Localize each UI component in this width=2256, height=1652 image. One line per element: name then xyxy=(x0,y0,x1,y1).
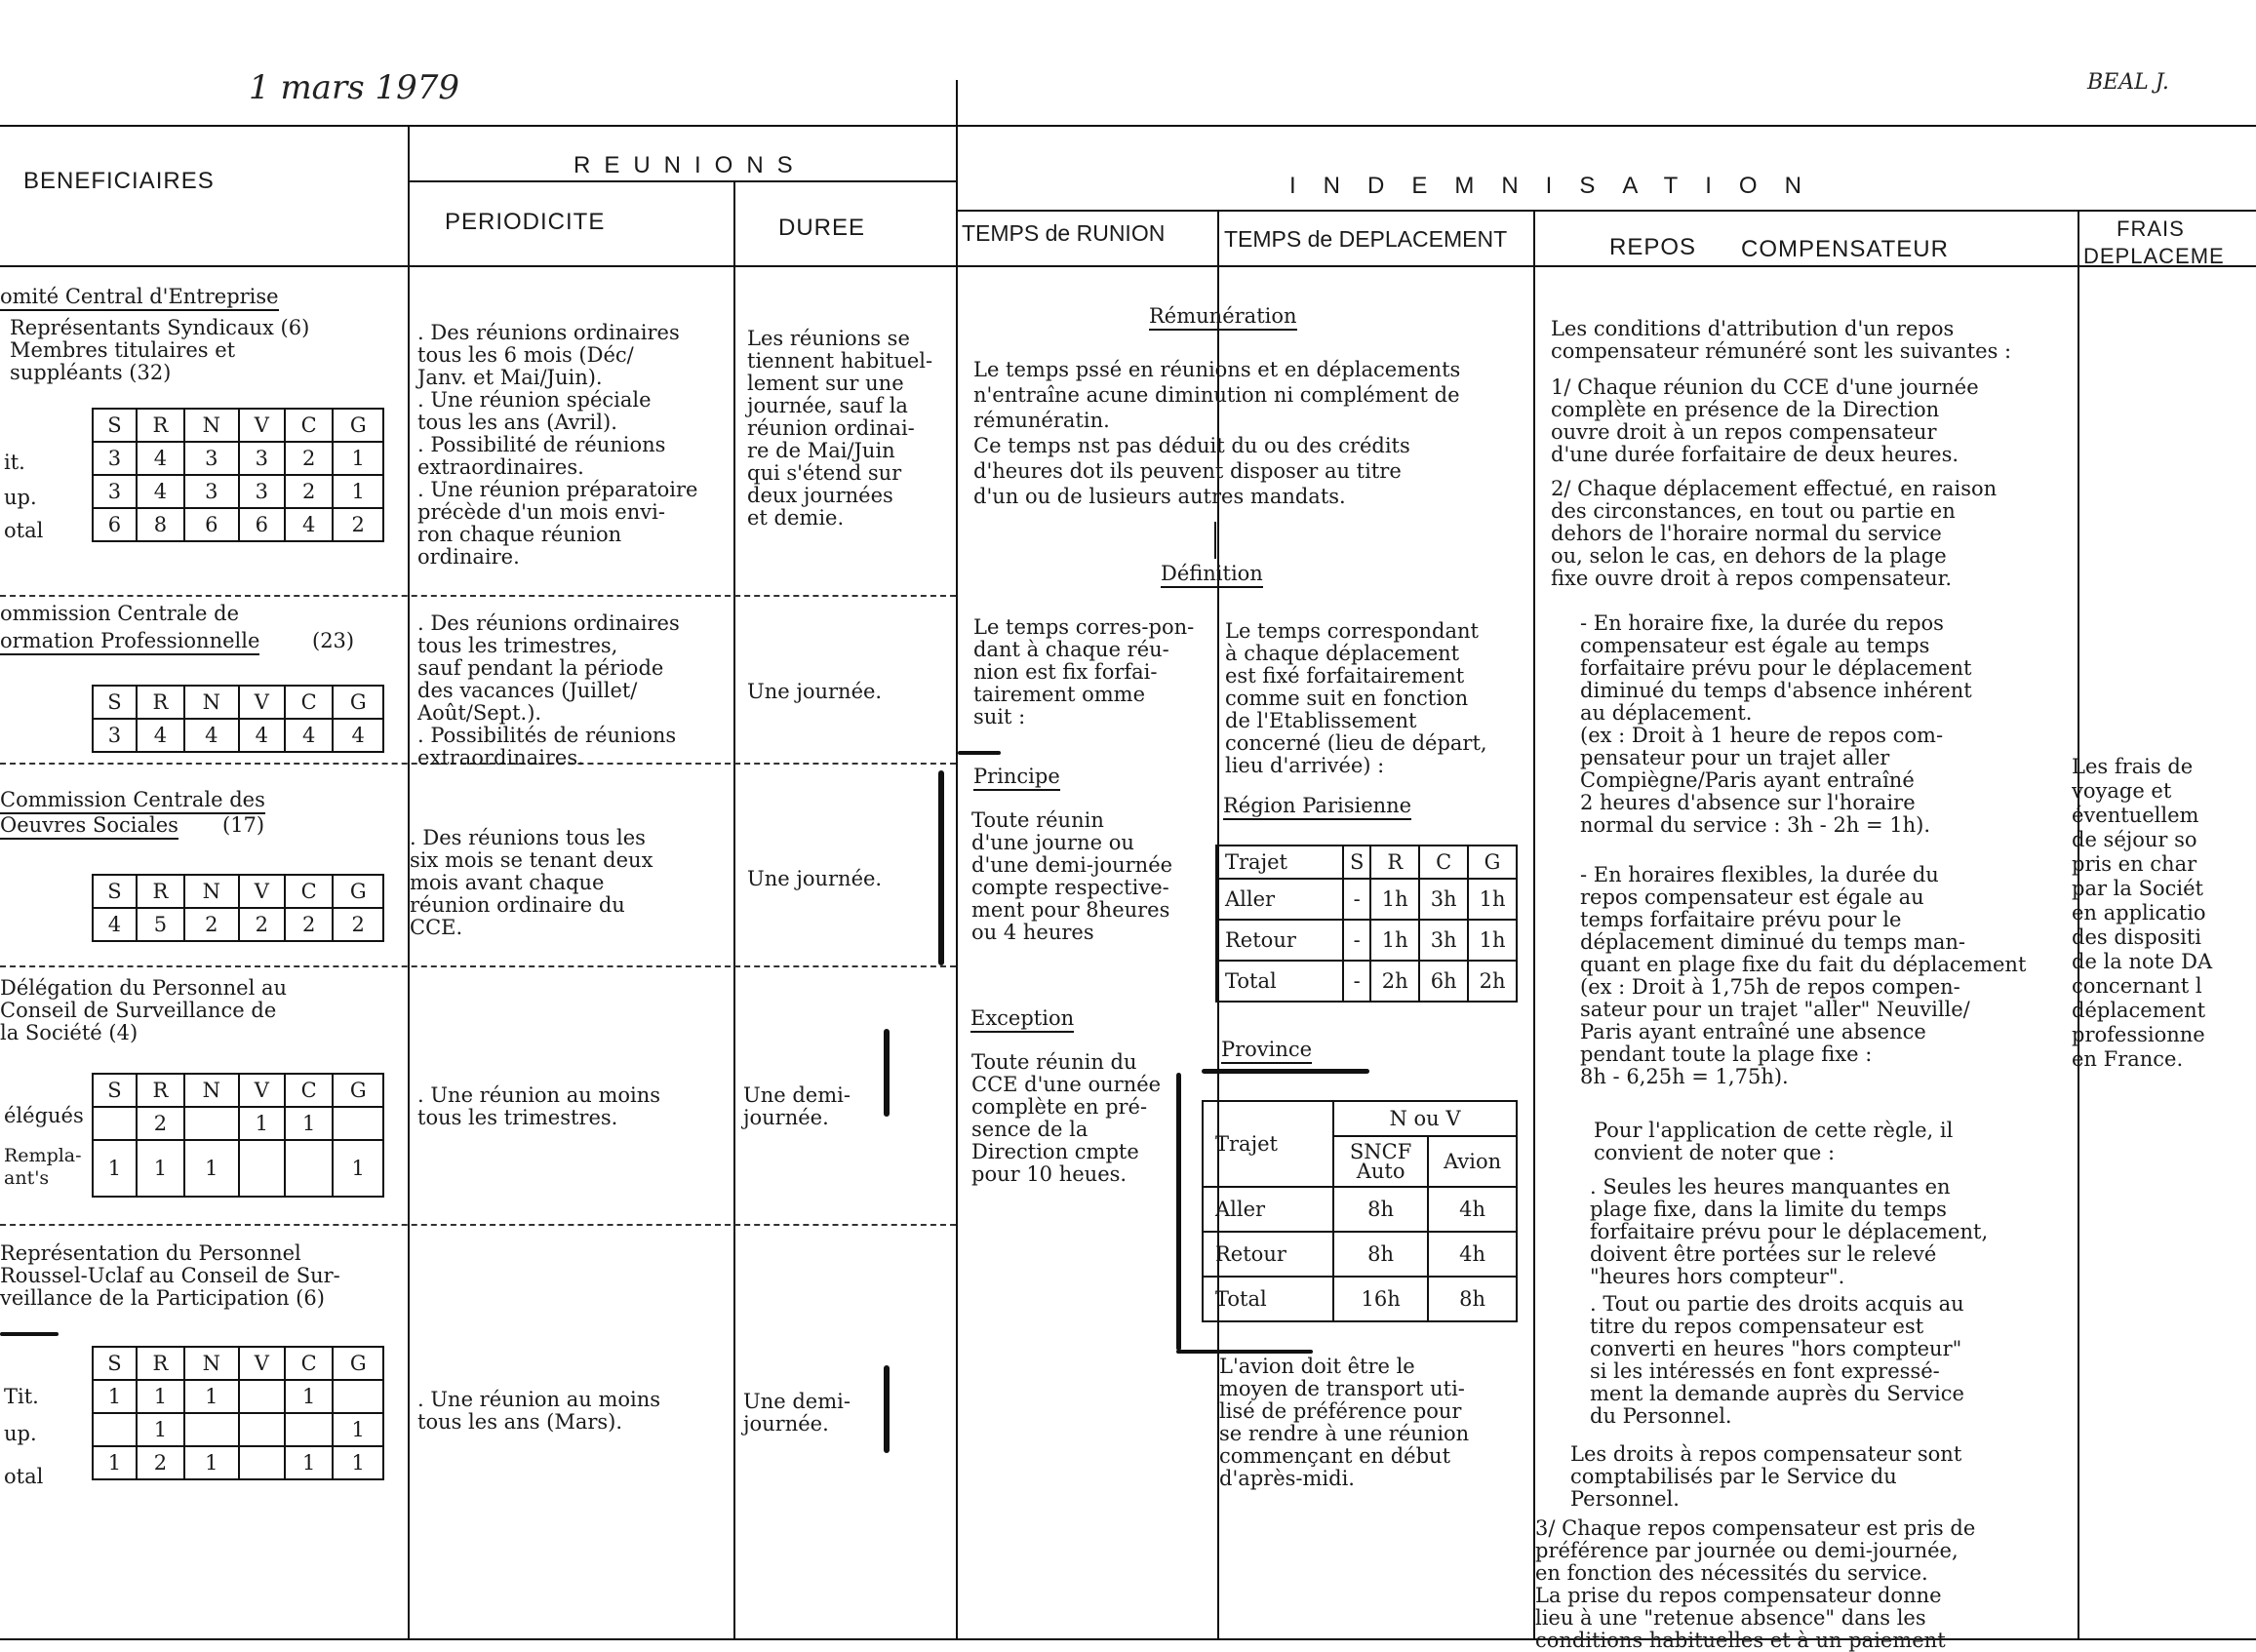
row-title-representation: Représentation du Personnel Roussel-Uclaf au Conseil de Sur- veillance de la Participation (6) xyxy=(0,1241,340,1310)
marker-stroke xyxy=(1202,1069,1369,1074)
header-rule xyxy=(956,210,2256,212)
header-reunions: REUNIONS xyxy=(574,152,807,178)
grid-cell: S xyxy=(93,409,137,442)
header-duree: DUREE xyxy=(778,215,866,241)
grid-cell: C xyxy=(285,686,334,719)
grid-cell: Retour xyxy=(1203,1232,1333,1277)
repos-horaires-flexibles: - En horaires flexibles, la durée du repos compensateur est égale au temps forfaitaire prévu pour le déplacement diminué du temps man- quant en plage fixe du fait du déplacement (ex : Droit à 1,75h de repos compen- sateur pour un trajet "aller" Neuville/ Paris ayant entraîné une absence pendant toute la plage fixe : 8h - 6,25h = 1,75h). xyxy=(1580,863,2027,1088)
grid-cell: 6h xyxy=(1419,961,1468,1002)
marker-stroke xyxy=(1176,1350,1313,1354)
members-grid xyxy=(92,1346,384,1480)
marker-stroke xyxy=(884,1029,890,1117)
grid-cell xyxy=(239,1140,285,1197)
row-label-sup: up. xyxy=(4,486,37,509)
grid-cell: 3 xyxy=(239,475,285,508)
exception-text: Toute réunin du CCE d'une ournée complète en pré- sence de la Direction cmpte pour 10 heues. xyxy=(971,1050,1162,1186)
grid-cell: G xyxy=(333,875,383,908)
grid-cell: C xyxy=(285,875,334,908)
grid-cell: S xyxy=(1343,846,1370,879)
row-label-total: otal xyxy=(4,519,44,542)
grid-cell: 1 xyxy=(184,1140,239,1197)
duree-cce: Les réunions se tiennent habituel- lement sur une journée, sauf la réunion ordinai- re de Mai/Juin qui s'étend sur deux journées et demie. xyxy=(747,327,933,530)
grid-cell: 1 xyxy=(93,1140,137,1197)
temps-reunion-def: Le temps corres-pon- dant à chaque réu- nion est fix forfai- tairement omme suit : xyxy=(973,615,1195,728)
repos-horaire-fixe: - En horaire fixe, la durée du repos compensateur est égale au temps forfaitaire prévu pour le déplacement diminué du temps d'absence inhérent au déplacement. (ex : Droit à 1 heure de repos com- pensateur pour un trajet aller Compiègne/Paris ayant entraîné 2 heures d'absence sur l'horaire normal du service : 3h - 2h = 1h). xyxy=(1580,611,1972,837)
grid-cell xyxy=(239,1413,285,1446)
grid-cell: 1 xyxy=(333,1446,383,1479)
grid-cell: 1 xyxy=(285,1446,334,1479)
marker-stroke xyxy=(1176,1073,1181,1351)
row-title-ccfp-2: ormation Professionnelle xyxy=(0,629,259,655)
grid-cell: 4 xyxy=(285,719,334,752)
periodicite-ccfp: . Des réunions ordinaires tous les trimestres, sauf pendant la période des vacances (Juillet/ Août/Sept.). . Possibilités de réunions extraordinaires. xyxy=(417,611,680,769)
avion-note: L'avion doit être le moyen de transport uti- lisé de préférence pour se rendre à une réunion commençant en début d'après-midi. xyxy=(1219,1355,1470,1490)
grid-cell: 2 xyxy=(285,908,334,941)
row-label-remplacants: Rempla- ant's xyxy=(4,1145,82,1189)
grid-cell: 2h xyxy=(1370,961,1419,1002)
row-subtitle-cce: Représentants Syndicaux (6) Membres titulaires et suppléants (32) xyxy=(10,316,310,384)
handwritten-date: 1 mars 1979 xyxy=(249,68,459,107)
grid-cell: 2 xyxy=(137,1446,184,1479)
header-frais: FRAIS xyxy=(2117,216,2185,241)
marker-stroke xyxy=(884,1365,890,1453)
grid-cell: N xyxy=(184,1347,239,1380)
grid-cell: 3 xyxy=(184,442,239,475)
grid-cell: 3 xyxy=(93,442,137,475)
grid-cell: Trajet xyxy=(1203,1101,1333,1187)
grid-cell: G xyxy=(333,409,383,442)
repos-intro: Les conditions d'attribution d'un repos compensateur rémunéré sont les suivantes : xyxy=(1551,317,2012,363)
duree-ccfp: Une journée. xyxy=(747,680,883,703)
grid-cell: C xyxy=(285,409,334,442)
grid-cell: 1 xyxy=(137,1413,184,1446)
grid-cell: 2 xyxy=(184,908,239,941)
grid-cell: C xyxy=(285,1347,334,1380)
grid-cell: R xyxy=(137,1347,184,1380)
row-separator xyxy=(0,1224,956,1226)
frais-text: Les frais de voyage et éventuellem de séjour so pris en char par la Sociét en applicatio des dispositi de la note DA concernant l déplacement professionne en France. xyxy=(2072,755,2213,1071)
periodicite-cce: . Des réunions ordinaires tous les 6 mois (Déc/ Janv. et Mai/Juin). . Une réunion spéciale tous les ans (Avril). . Possibilité de réunions extraordinaires. . Une réunion préparatoire précède d'un mois envi- ron chaque réunion ordinaire. xyxy=(417,321,698,569)
grid-cell: R xyxy=(137,686,184,719)
row-title-ccos: Commission Centrale des xyxy=(0,788,265,814)
grid-cell: 8h xyxy=(1333,1232,1428,1277)
grid-cell: V xyxy=(239,686,285,719)
grid-cell: R xyxy=(1370,846,1419,879)
header-deplacement: DEPLACEME xyxy=(2083,244,2225,268)
grid-cell xyxy=(285,1413,334,1446)
header-rule xyxy=(408,180,956,182)
grid-cell: Retour xyxy=(1216,920,1343,961)
grid-cell: N xyxy=(184,875,239,908)
row-count-ccfp: (23) xyxy=(312,629,355,652)
members-grid xyxy=(92,874,384,942)
marker-stroke xyxy=(958,751,1001,755)
row-separator xyxy=(0,595,956,597)
region-parisienne-title: Région Parisienne xyxy=(1223,794,1411,820)
grid-cell: 8h xyxy=(1428,1277,1517,1321)
grid-cell: V xyxy=(239,875,285,908)
connector xyxy=(1217,332,1219,359)
grid-cell xyxy=(239,1446,285,1479)
exception-title: Exception xyxy=(970,1006,1074,1033)
header-periodicite: PERIODICITE xyxy=(445,209,606,235)
grid-cell: 5 xyxy=(137,908,184,941)
grid-cell: 1 xyxy=(184,1446,239,1479)
principe-title: Principe xyxy=(973,765,1060,791)
grid-cell: 3h xyxy=(1419,920,1468,961)
row-title-ccos-2: Oeuvres Sociales xyxy=(0,813,178,840)
repos-point-2: 2/ Chaque déplacement effectué, en raison des circonstances, en tout ou partie en dehors de l'horaire normal du service ou, selon le cas, en dehors de la plage fixe ouvre droit à repos compensateur. xyxy=(1551,477,1998,590)
grid-cell: 4 xyxy=(184,719,239,752)
grid-cell: 1 xyxy=(239,1107,285,1140)
duree-ccos: Une journée. xyxy=(747,867,883,890)
grid-cell: 1 xyxy=(333,442,383,475)
grid-cell: N xyxy=(184,409,239,442)
grid-cell: 6 xyxy=(93,508,137,541)
grid-cell: S xyxy=(93,686,137,719)
grid-cell: - xyxy=(1343,920,1370,961)
grid-cell: 3 xyxy=(93,475,137,508)
grid-cell: 2 xyxy=(333,508,383,541)
header-rule xyxy=(0,265,2256,267)
grid-cell xyxy=(239,1380,285,1413)
grid-cell: 4 xyxy=(239,719,285,752)
grid-cell: 4 xyxy=(93,908,137,941)
repos-point-3: 3/ Chaque repos compensateur est pris de préférence par journée ou demi-journée, en fonction des nécessités du service. La prise du repos compensateur donne lieu à une "retenue absence" dans les conditions habituelles et à un paiement xyxy=(1535,1516,1976,1652)
grid-cell: 6 xyxy=(239,508,285,541)
grid-cell: 16h xyxy=(1333,1277,1428,1321)
grid-cell: S xyxy=(93,1347,137,1380)
grid-cell: 2 xyxy=(137,1107,184,1140)
grid-cell: 3 xyxy=(93,719,137,752)
grid-cell: Avion xyxy=(1428,1136,1517,1187)
grid-cell: 1h xyxy=(1468,879,1517,920)
connector xyxy=(1214,522,1216,559)
members-grid xyxy=(92,1073,384,1198)
grid-cell xyxy=(333,1380,383,1413)
grid-cell: 1h xyxy=(1468,920,1517,961)
header-rule xyxy=(0,125,2256,127)
province-table xyxy=(1202,1100,1518,1322)
grid-cell: N ou V xyxy=(1333,1101,1517,1136)
grid-cell xyxy=(333,1107,383,1140)
grid-cell: C xyxy=(1419,846,1468,879)
grid-cell: 4 xyxy=(137,719,184,752)
grid-cell: N xyxy=(184,1074,239,1107)
grid-cell: 1 xyxy=(333,1140,383,1197)
members-grid xyxy=(92,685,384,753)
header-beneficiaires: BENEFICIAIRES xyxy=(23,168,215,194)
grid-cell: 4 xyxy=(333,719,383,752)
temps-deplacement-def: Le temps correspondant à chaque déplacement est fixé forfaitairement comme suit en fonction de l'Etablissement concerné (lieu de départ, lieu d'arrivée) : xyxy=(1225,619,1487,777)
col-divider xyxy=(956,80,958,1638)
grid-cell: 1 xyxy=(137,1380,184,1413)
grid-cell: 4h xyxy=(1428,1187,1517,1232)
grid-cell: 4 xyxy=(137,475,184,508)
row-label-delegues: élégués xyxy=(4,1104,84,1127)
grid-cell: 1 xyxy=(285,1380,334,1413)
periodicite-delegation: . Une réunion au moins tous les trimestres. xyxy=(417,1083,661,1129)
region-parisienne-table xyxy=(1215,845,1518,1003)
header-indemnisation: INDEMNISATION xyxy=(1289,173,1829,199)
grid-cell: G xyxy=(333,1074,383,1107)
row-title-cce: omité Central d'Entreprise xyxy=(0,285,279,311)
grid-cell: 1 xyxy=(333,1413,383,1446)
duree-representation: Une demi- journée. xyxy=(743,1390,851,1436)
grid-cell: V xyxy=(239,1347,285,1380)
grid-cell: Aller xyxy=(1216,879,1343,920)
row-separator xyxy=(0,965,956,967)
grid-cell: R xyxy=(137,1074,184,1107)
row-label-total: otal xyxy=(4,1465,44,1488)
remuneration-title: Rémunération xyxy=(1149,304,1297,331)
row-title-delegation: Délégation du Personnel au Conseil de Surveillance de la Société (4) xyxy=(0,976,287,1044)
grid-cell: Trajet xyxy=(1216,846,1343,879)
grid-cell: 3 xyxy=(239,442,285,475)
col-divider xyxy=(1533,210,1535,1638)
grid-cell: 3 xyxy=(184,475,239,508)
grid-cell: - xyxy=(1343,961,1370,1002)
header-temps-deplacement: TEMPS de DEPLACEMENT xyxy=(1224,226,1508,252)
grid-cell: 2h xyxy=(1468,961,1517,1002)
grid-cell xyxy=(93,1413,137,1446)
province-title: Province xyxy=(1221,1038,1312,1064)
repos-point-1: 1/ Chaque réunion du CCE d'une journée complète en présence de la Direction ouvre droit à un repos compensateur d'une durée forfaitaire de deux heures. xyxy=(1551,375,1979,466)
grid-cell: Total xyxy=(1216,961,1343,1002)
periodicite-representation: . Une réunion au moins tous les ans (Mars). xyxy=(417,1388,661,1434)
grid-cell: G xyxy=(333,686,383,719)
col-divider xyxy=(733,180,735,1638)
grid-cell: - xyxy=(1343,879,1370,920)
header-compensateur: COMPENSATEUR xyxy=(1741,236,1949,262)
grid-cell: 2 xyxy=(239,908,285,941)
grid-cell: V xyxy=(239,409,285,442)
grid-cell: R xyxy=(137,875,184,908)
repos-bullet-1: . Seules les heures manquantes en plage fixe, dans la limite du temps forfaitaire prévu pour le déplacement, doivent être portées sur le relevé "heures hors compteur". xyxy=(1590,1175,1989,1288)
grid-cell: 3h xyxy=(1419,879,1468,920)
remuneration-text: Le temps pssé en réunions et en déplacements n'entraîne acune diminution ni complément de rémunératin. Ce temps nst pas déduit du ou des crédits d'heures dot ils peuvent disposer au titre d'un ou de lusieurs autres mandats. xyxy=(973,358,1461,508)
grid-cell: 8 xyxy=(137,508,184,541)
repos-application: Pour l'application de cette règle, il convient de noter que : xyxy=(1594,1119,1954,1164)
row-title-ccfp: ommission Centrale de xyxy=(0,602,240,625)
grid-cell: 2 xyxy=(333,908,383,941)
marker-stroke xyxy=(0,1332,59,1336)
principe-text: Toute réunin d'une journe ou d'une demi-journée compte respective- ment pour 8heures ou 4 heures xyxy=(971,808,1173,944)
row-label-tit: Tit. xyxy=(4,1385,39,1408)
row-label-sup: up. xyxy=(4,1422,37,1445)
grid-cell: 1 xyxy=(285,1107,334,1140)
periodicite-ccos: . Des réunions tous les six mois se tenant deux mois avant chaque réunion ordinaire du CCE. xyxy=(410,826,653,939)
grid-cell xyxy=(93,1107,137,1140)
grid-cell: C xyxy=(285,1074,334,1107)
grid-cell: 6 xyxy=(184,508,239,541)
grid-cell: 4 xyxy=(137,442,184,475)
grid-cell: 1 xyxy=(93,1380,137,1413)
grid-cell: S xyxy=(93,875,137,908)
handwritten-corner-note: BEAL J. xyxy=(2087,70,2169,95)
grid-cell xyxy=(184,1413,239,1446)
grid-cell: Total xyxy=(1203,1277,1333,1321)
row-count-ccos: (17) xyxy=(222,813,265,837)
repos-bullet-2: . Tout ou partie des droits acquis au titre du repos compensateur est converti en heures "hors compteur" si les intéressés en font expressé- ment la demande auprès du Service du Personnel. xyxy=(1590,1292,1964,1428)
grid-cell: R xyxy=(137,409,184,442)
members-grid xyxy=(92,408,384,542)
grid-cell: 2 xyxy=(285,475,334,508)
header-repos: REPOS xyxy=(1609,234,1697,260)
grid-cell: 2 xyxy=(285,442,334,475)
grid-cell: 1 xyxy=(137,1140,184,1197)
grid-cell: G xyxy=(333,1347,383,1380)
grid-cell xyxy=(184,1107,239,1140)
grid-cell: 4 xyxy=(285,508,334,541)
grid-cell: SNCF Auto xyxy=(1333,1136,1428,1187)
definition-title: Définition xyxy=(1161,562,1263,588)
grid-cell xyxy=(285,1140,334,1197)
grid-cell: 1h xyxy=(1370,920,1419,961)
repos-droits: Les droits à repos compensateur sont comptabilisés par le Service du Personnel. xyxy=(1570,1442,1962,1511)
grid-cell: V xyxy=(239,1074,285,1107)
grid-cell: N xyxy=(184,686,239,719)
grid-cell: 1 xyxy=(333,475,383,508)
grid-cell: 8h xyxy=(1333,1187,1428,1232)
grid-cell: S xyxy=(93,1074,137,1107)
header-temps-reunion: TEMPS de RUNION xyxy=(962,220,1166,246)
grid-cell: 4h xyxy=(1428,1232,1517,1277)
grid-cell: G xyxy=(1468,846,1517,879)
grid-cell: 1 xyxy=(93,1446,137,1479)
row-label-tit: it. xyxy=(4,451,25,474)
duree-delegation: Une demi- journée. xyxy=(743,1083,851,1129)
marker-stroke xyxy=(938,770,944,965)
grid-cell: 1h xyxy=(1370,879,1419,920)
grid-cell: Aller xyxy=(1203,1187,1333,1232)
grid-cell: 1 xyxy=(184,1380,239,1413)
